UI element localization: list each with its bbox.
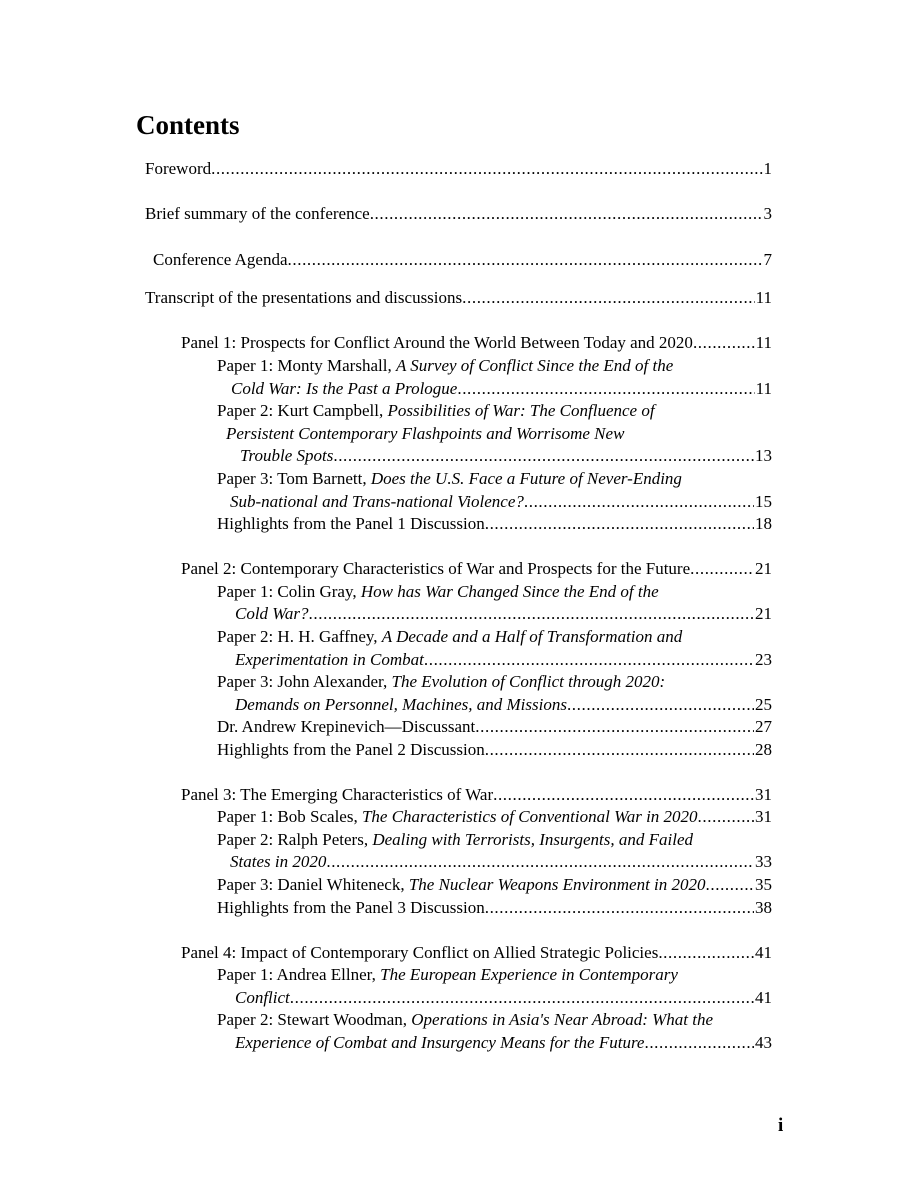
toc-entry-panel-3-paper-1[interactable]: Paper 1: Bob Scales, The Characteristics of Conventional War in 2020 ..... 31 <box>217 805 772 829</box>
page-number: 1 <box>763 159 772 178</box>
toc-entry-panel-2-paper-3[interactable]: Paper 3: John Alexander, The Evolution of Conflict through 2020: <box>217 672 666 691</box>
toc-entry-panel-3[interactable]: Panel 3: The Emerging Characteristics of War ..... 31 <box>181 783 772 807</box>
toc-entry-panel-4-paper-1-cont[interactable]: Conflict ..... 41 <box>235 986 772 1010</box>
page-number: 25 <box>755 695 772 714</box>
page-number: 31 <box>755 807 772 826</box>
page-number: 31 <box>755 785 772 804</box>
page-number: 11 <box>755 333 772 352</box>
leader-dots <box>485 738 754 762</box>
toc-entry-transcript[interactable]: Transcript of the presentations and discussions ..... 11 <box>145 286 772 310</box>
toc-entry-panel-3-paper-3[interactable]: Paper 3: Daniel Whiteneck, The Nuclear Weapons Environment in 2020 ..... 35 <box>217 873 772 897</box>
toc-entry-panel-2-paper-3-cont[interactable]: Demands on Personnel, Machines, and Missions ..... 25 <box>235 693 772 717</box>
toc-entry-panel-1-paper-3[interactable]: Paper 3: Tom Barnett, Does the U.S. Face a Future of Never-Ending <box>217 469 682 488</box>
leader-dots <box>485 512 754 536</box>
page-number: 43 <box>755 1033 772 1052</box>
toc-entry-panel-1-paper-3-cont[interactable]: Sub-national and Trans-national Violence? ..... 15 <box>230 490 772 514</box>
toc-entry-panel-1-paper-2[interactable]: Paper 2: Kurt Campbell, Possibilities of War: The Confluence of <box>217 401 655 420</box>
leader-dots <box>333 444 754 468</box>
leader-dots <box>326 850 754 874</box>
page-number: 3 <box>763 204 772 223</box>
leader-dots <box>698 805 754 829</box>
page-number: 7 <box>763 250 772 269</box>
page-number: 23 <box>755 650 772 669</box>
leader-dots <box>424 648 754 672</box>
toc-entry-panel-4-paper-2-cont[interactable]: Experience of Combat and Insurgency Means for the Future ..... 43 <box>235 1031 772 1055</box>
toc-entry-panel-4-paper-2[interactable]: Paper 2: Stewart Woodman, Operations in Asia's Near Abroad: What the <box>217 1010 714 1029</box>
page-number: 13 <box>755 446 772 465</box>
leader-dots <box>462 286 754 310</box>
leader-dots <box>693 331 755 355</box>
toc-entry-summary[interactable]: Brief summary of the conference ..... 3 <box>145 202 772 226</box>
page-number: 21 <box>755 604 772 623</box>
page-number: 33 <box>755 852 772 871</box>
page-number: 18 <box>755 514 772 533</box>
toc-entry-panel-2-discussant[interactable]: Dr. Andrew Krepinevich—Discussant ..... 27 <box>217 715 772 739</box>
toc-entry-panel-2-highlights[interactable]: Highlights from the Panel 2 Discussion ..... 28 <box>217 738 772 762</box>
toc-entry-panel-1[interactable]: Panel 1: Prospects for Conflict Around the World Between Today and 2020 ..... 11 <box>181 331 772 355</box>
toc-entry-foreword[interactable]: Foreword ..... 1 <box>145 157 772 181</box>
leader-dots <box>370 202 763 226</box>
leader-dots <box>475 715 754 739</box>
page-number: 38 <box>755 898 772 917</box>
toc-entry-panel-3-highlights[interactable]: Highlights from the Panel 3 Discussion ..... 38 <box>217 896 772 920</box>
toc-entry-panel-2-paper-1[interactable]: Paper 1: Colin Gray, How has War Changed Since the End of the <box>217 582 659 601</box>
page-title: Contents <box>136 110 240 140</box>
leader-dots <box>485 896 754 920</box>
toc-entry-panel-2-paper-2-cont[interactable]: Experimentation in Combat ..... 23 <box>235 648 772 672</box>
toc-entry-agenda[interactable]: Conference Agenda ..... 7 <box>153 248 772 272</box>
leader-dots <box>290 986 754 1010</box>
toc-entry-panel-1-highlights[interactable]: Highlights from the Panel 1 Discussion ..... 18 <box>217 512 772 536</box>
page-number: 11 <box>755 288 772 307</box>
toc-entry-panel-4[interactable]: Panel 4: Impact of Contemporary Conflict on Allied Strategic Policies ..... 41 <box>181 941 772 965</box>
page-number: 27 <box>755 717 772 736</box>
toc-entry-panel-1-paper-2-cont: Persistent Contemporary Flashpoints and Worrisome New <box>226 424 625 443</box>
leader-dots <box>309 602 754 626</box>
leader-dots <box>644 1031 754 1055</box>
leader-dots <box>493 783 754 807</box>
leader-dots <box>288 248 763 272</box>
toc-entry-panel-2-paper-2[interactable]: Paper 2: H. H. Gaffney, A Decade and a Half of Transformation and <box>217 627 683 646</box>
toc-entry-panel-1-paper-1[interactable]: Paper 1: Monty Marshall, A Survey of Conflict Since the End of the <box>217 356 674 375</box>
leader-dots <box>567 693 754 717</box>
toc-entry-panel-3-paper-2-cont[interactable]: States in 2020 ..... 33 <box>230 850 772 874</box>
toc-entry-panel-2-paper-1-cont[interactable]: Cold War? ..... 21 <box>235 602 772 626</box>
page-number: 41 <box>755 943 772 962</box>
page-number: 35 <box>755 875 772 894</box>
toc-entry-panel-2[interactable]: Panel 2: Contemporary Characteristics of War and Prospects for the Future ..... 21 <box>181 557 772 581</box>
page-number: 41 <box>755 988 772 1007</box>
toc-entry-panel-3-paper-2[interactable]: Paper 2: Ralph Peters, Dealing with Terrorists, Insurgents, and Failed <box>217 830 694 849</box>
page-number: 21 <box>755 559 772 578</box>
page-number: 15 <box>755 492 772 511</box>
leader-dots <box>524 490 754 514</box>
toc-entry-panel-1-paper-1-cont[interactable]: Cold War: Is the Past a Prologue ..... 11 <box>231 377 772 401</box>
page-number: 28 <box>755 740 772 759</box>
toc-entry-panel-4-paper-1[interactable]: Paper 1: Andrea Ellner, The European Experience in Contemporary <box>217 965 678 984</box>
leader-dots <box>690 557 754 581</box>
leader-dots <box>211 157 762 181</box>
leader-dots <box>706 873 754 897</box>
leader-dots <box>457 377 754 401</box>
page-number: 11 <box>755 379 772 398</box>
leader-dots <box>658 941 754 965</box>
page-folio: i <box>778 1115 784 1136</box>
toc-entry-panel-1-paper-2-end[interactable]: Trouble Spots ..... 13 <box>240 444 772 468</box>
